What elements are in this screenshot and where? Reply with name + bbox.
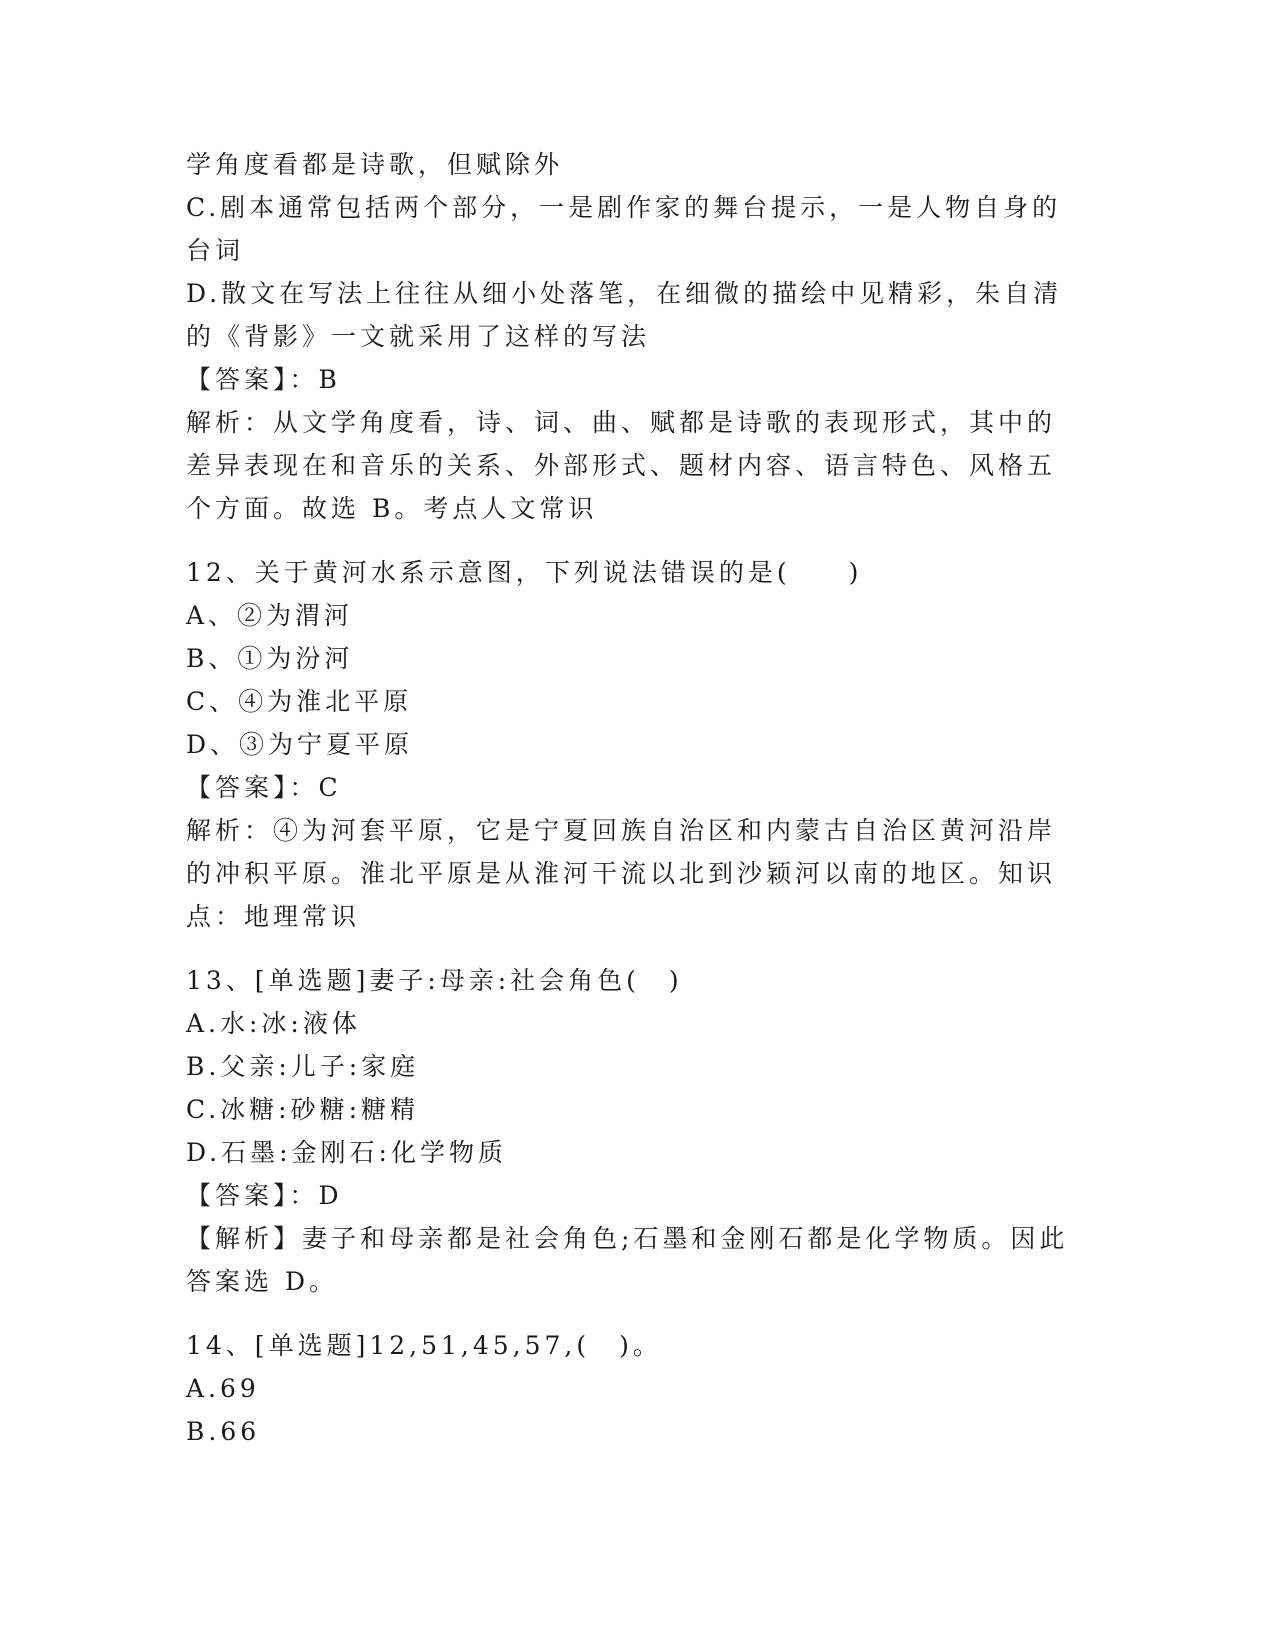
analysis-line-2: 答案选 D。 (186, 1267, 338, 1296)
option-c-line-1: C.剧本通常包括两个部分，一是剧作家的舞台提示，一是人物自身的 (186, 193, 1062, 222)
question-14 (186, 1324, 1086, 1453)
analysis-line-1: 解析：④为河套平原，它是宁夏回族自治区和内蒙古自治区黄河沿岸 (186, 816, 1057, 845)
answer: 【答案】：B (186, 365, 341, 394)
option-a: A、②为渭河 (186, 601, 354, 630)
option-d-line-2: 的《背影》一文就采用了这样的写法 (186, 322, 651, 351)
analysis-line-1: 【解析】妻子和母亲都是社会角色;石墨和金刚石都是化学物质。因此 (186, 1224, 1069, 1253)
answer: 【答案】：C (186, 773, 342, 802)
question-11-continuation (186, 143, 1086, 530)
option-d-line-1: D.散文在写法上往往从细小处落笔，在细微的描绘中见精彩，朱自清 (186, 279, 1063, 308)
document-page (186, 143, 1086, 1453)
option-c: C、④为淮北平原 (186, 687, 413, 716)
question-12 (186, 551, 1086, 938)
option-b: B.父亲:儿子:家庭 (186, 1052, 420, 1081)
option-d: D.石墨:金刚石:化学物质 (186, 1138, 507, 1167)
analysis-line-3: 个方面。故选 B。考点人文常识 (186, 494, 598, 523)
question-stem: 13、[单选题]妻子:母亲:社会角色( ) (186, 966, 683, 995)
option-d: D、③为宁夏平原 (186, 730, 414, 759)
option-a: A.水:冰:液体 (186, 1009, 361, 1038)
option-c: C.冰糖:砂糖:糖精 (186, 1095, 420, 1124)
option-a: A.69 (186, 1374, 260, 1403)
option-b: B.66 (186, 1417, 261, 1446)
analysis-line-2: 的冲积平原。淮北平原是从淮河干流以北到沙颖河以南的地区。知识 (186, 859, 1057, 888)
question-stem: 14、[单选题]12,51,45,57,( )。 (186, 1331, 662, 1360)
answer: 【答案】：D (186, 1181, 343, 1210)
question-13 (186, 959, 1086, 1303)
analysis-line-2: 差异表现在和音乐的关系、外部形式、题材内容、语言特色、风格五 (186, 451, 1057, 480)
option-b-tail: 学角度看都是诗歌，但赋除外 (186, 150, 564, 179)
option-b: B、①为汾河 (186, 644, 354, 673)
option-c-line-2: 台词 (186, 236, 245, 265)
analysis-line-1: 解析：从文学角度看，诗、词、曲、赋都是诗歌的表现形式，其中的 (186, 408, 1057, 437)
question-stem: 12、关于黄河水系示意图，下列说法错误的是( ) (186, 558, 863, 587)
analysis-line-3: 点：地理常识 (186, 902, 361, 931)
